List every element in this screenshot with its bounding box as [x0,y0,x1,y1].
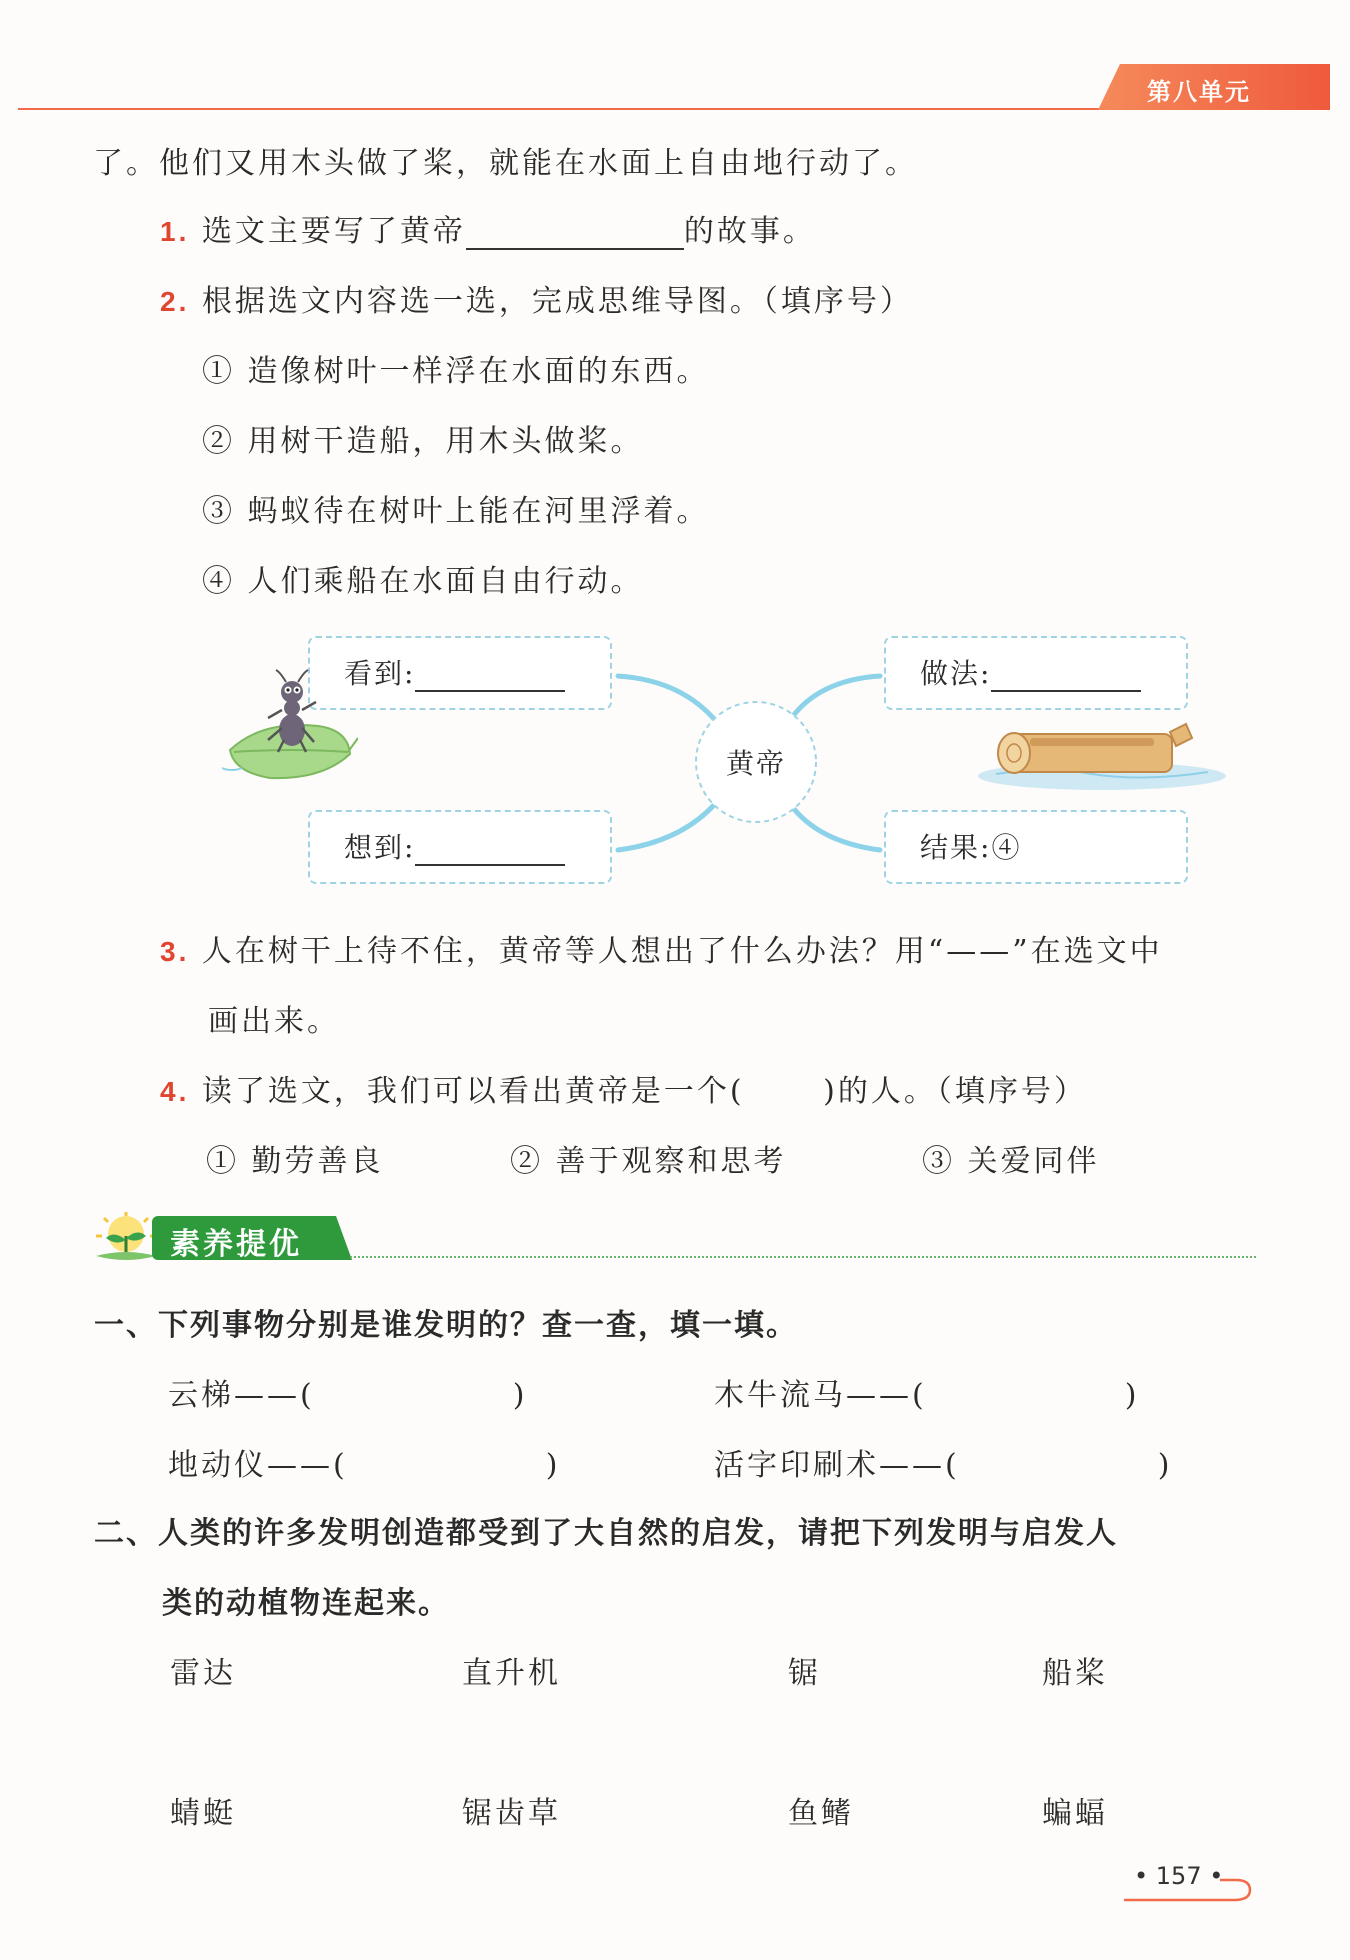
invention-saw[interactable]: 锯 [788,1656,821,1691]
choice-mark: ① [206,1144,239,1179]
option-mark: ② [202,424,235,459]
answer-blank[interactable] [991,660,1141,692]
source-fishfin[interactable]: 鱼鳍 [788,1796,854,1831]
option-4 [202,556,644,600]
box-label: 做法: [920,657,992,690]
invention-item-yunti[interactable]: 云梯——( ) [168,1378,528,1413]
question-4 [160,1066,1087,1110]
mindmap-box-result [884,810,1188,884]
choice-1 [206,1136,384,1180]
result-value: ④ [991,831,1022,864]
section-title: 素养提优 [170,1227,302,1262]
option-1 [202,346,710,390]
option-mark: ① [202,354,235,389]
question-text-tail: 的故事。 [683,214,816,249]
section-divider [350,1256,1256,1258]
question-number: 2. [160,286,190,317]
question-1 [160,206,816,250]
invention-item-printing[interactable]: 活字印刷术——( ) [714,1448,1173,1483]
choice-3 [922,1136,1100,1180]
question-number: 3. [160,936,190,967]
box-label: 看到: [344,657,416,690]
ant-on-leaf-illustration [222,668,358,792]
box-label: 结果: [920,831,992,864]
answer-blank[interactable] [415,834,565,866]
invention-radar[interactable]: 雷达 [170,1656,236,1691]
passage-line: 了。他们又用木头做了桨，就能在水面上自由地行动了。 [93,146,918,181]
mindmap-box-thought [308,810,612,884]
connector-bottom-left [618,804,715,850]
part2-heading-line1: 二、人类的许多发明创造都受到了大自然的启发，请把下列发明与启发人 [94,1516,1118,1551]
source-sawgrass[interactable]: 锯齿草 [462,1796,561,1831]
choice-mark: ③ [922,1144,955,1179]
answer-blank[interactable] [466,212,684,250]
page-number-underline [1122,1870,1258,1906]
source-dragonfly[interactable]: 蜻蜓 [170,1796,236,1831]
question-text: 根据选文内容选一选，完成思维导图。（填序号） [201,284,913,319]
option-mark: ④ [202,564,235,599]
choice-text: 勤劳善良 [251,1144,384,1179]
part1-heading: 一、下列事物分别是谁发明的？查一查，填一填。 [94,1308,798,1343]
sprout-icon [94,1212,158,1268]
question-number: 4. [160,1076,190,1107]
answer-blank[interactable] [415,660,565,692]
mindmap-center-label: 黄帝 [725,747,786,780]
choice-text: 关爱同伴 [967,1144,1100,1179]
choice-text: 善于观察和思考 [555,1144,787,1179]
option-3 [202,486,710,530]
question-2 [160,276,913,320]
option-text: 蚂蚁待在树叶上能在河里浮着。 [247,494,710,529]
choice-2 [510,1136,787,1180]
source-bat[interactable]: 蝙蝠 [1042,1796,1108,1831]
unit-label: 第八单元 [1147,78,1251,106]
question-3 [160,926,1163,970]
question-text: 读了选文，我们可以看出黄帝是一个( )的人。（填序号） [201,1074,1087,1109]
invention-item-muniuliuma[interactable]: 木牛流马——( ) [714,1378,1140,1413]
question-3-line2: 画出来。 [208,1004,340,1039]
box-label: 想到: [344,831,416,864]
choice-mark: ② [510,1144,543,1179]
invention-oar[interactable]: 船桨 [1042,1656,1108,1691]
invention-helicopter[interactable]: 直升机 [462,1656,561,1691]
page-number: • 157 • [1134,1862,1224,1890]
connector-bottom-right [790,804,880,850]
option-mark: ③ [202,494,235,529]
option-text: 人们乘船在水面自由行动。 [247,564,644,599]
invention-item-didongyi[interactable]: 地动仪——( ) [168,1448,561,1483]
question-number: 1. [160,216,190,247]
option-2 [202,416,644,460]
log-boat-illustration [972,716,1232,796]
question-text: 选文主要写了黄帝 [201,214,466,249]
option-text: 用树干造船，用木头做桨。 [247,424,644,459]
connector-top-left [618,676,715,720]
mindmap-box-method [884,636,1188,710]
part2-heading-line2: 类的动植物连起来。 [162,1586,450,1621]
option-text: 造像树叶一样浮在水面的东西。 [247,354,710,389]
question-text: 人在树干上待不住，黄帝等人想出了什么办法？用“——”在选文中 [201,934,1163,969]
connector-top-right [790,676,880,720]
